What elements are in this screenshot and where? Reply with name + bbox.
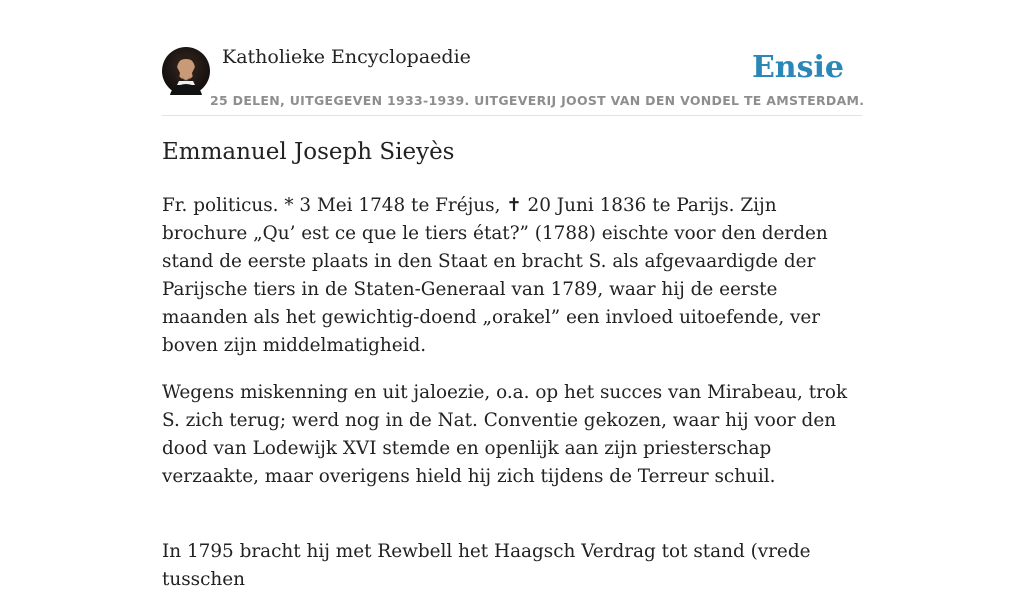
book-subtitle: 25 DELEN, UITGEGEVEN 1933-1939. UITGEVERIJ JOOST VAN DEN VONDEL TE AMSTERDAM.	[210, 93, 865, 108]
book-avatar[interactable]	[162, 47, 210, 95]
article-paragraph-2: Wegens miskenning en uit jaloezie, o.a. op het succes van Mirabeau, trok S. zich terug; werd nog in de Nat. Conventie gekozen, waar hij voor den dood van Lodewijk XVI stemde en openlijk aan zijn priesterschap verzaakte, maar overigens hield hij zich tijdens de Terreur schuil.	[162, 382, 848, 487]
article-body	[162, 192, 862, 613]
ensie-logo[interactable]: Ensie	[751, 50, 844, 85]
article-paragraph-3: In 1795 bracht hij met Rewbell het Haagsch Verdrag tot stand (vrede tusschen	[162, 541, 811, 590]
article-title: Emmanuel Joseph Sieyès	[162, 139, 455, 165]
book-title[interactable]: Katholieke Encyclopaedie	[222, 46, 471, 68]
portrait-icon	[162, 47, 210, 95]
book-header	[162, 46, 865, 116]
article-paragraph-1: Fr. politicus. * 3 Mei 1748 te Fréjus, ✝ 20 Juni 1836 te Parijs. Zijn brochure „Qu’ est ce que le tiers état?” (1788) eischte voor den derden stand de eerste plaats in den Staat en bracht S. als afgevaardigde der Parijsche tiers in de Staten-Generaal van 1789, waar hij de eerste maanden als het gewichtig-doend „orakel” een invloed uitoefende, ver boven zijn middelmatigheid.	[162, 195, 828, 356]
